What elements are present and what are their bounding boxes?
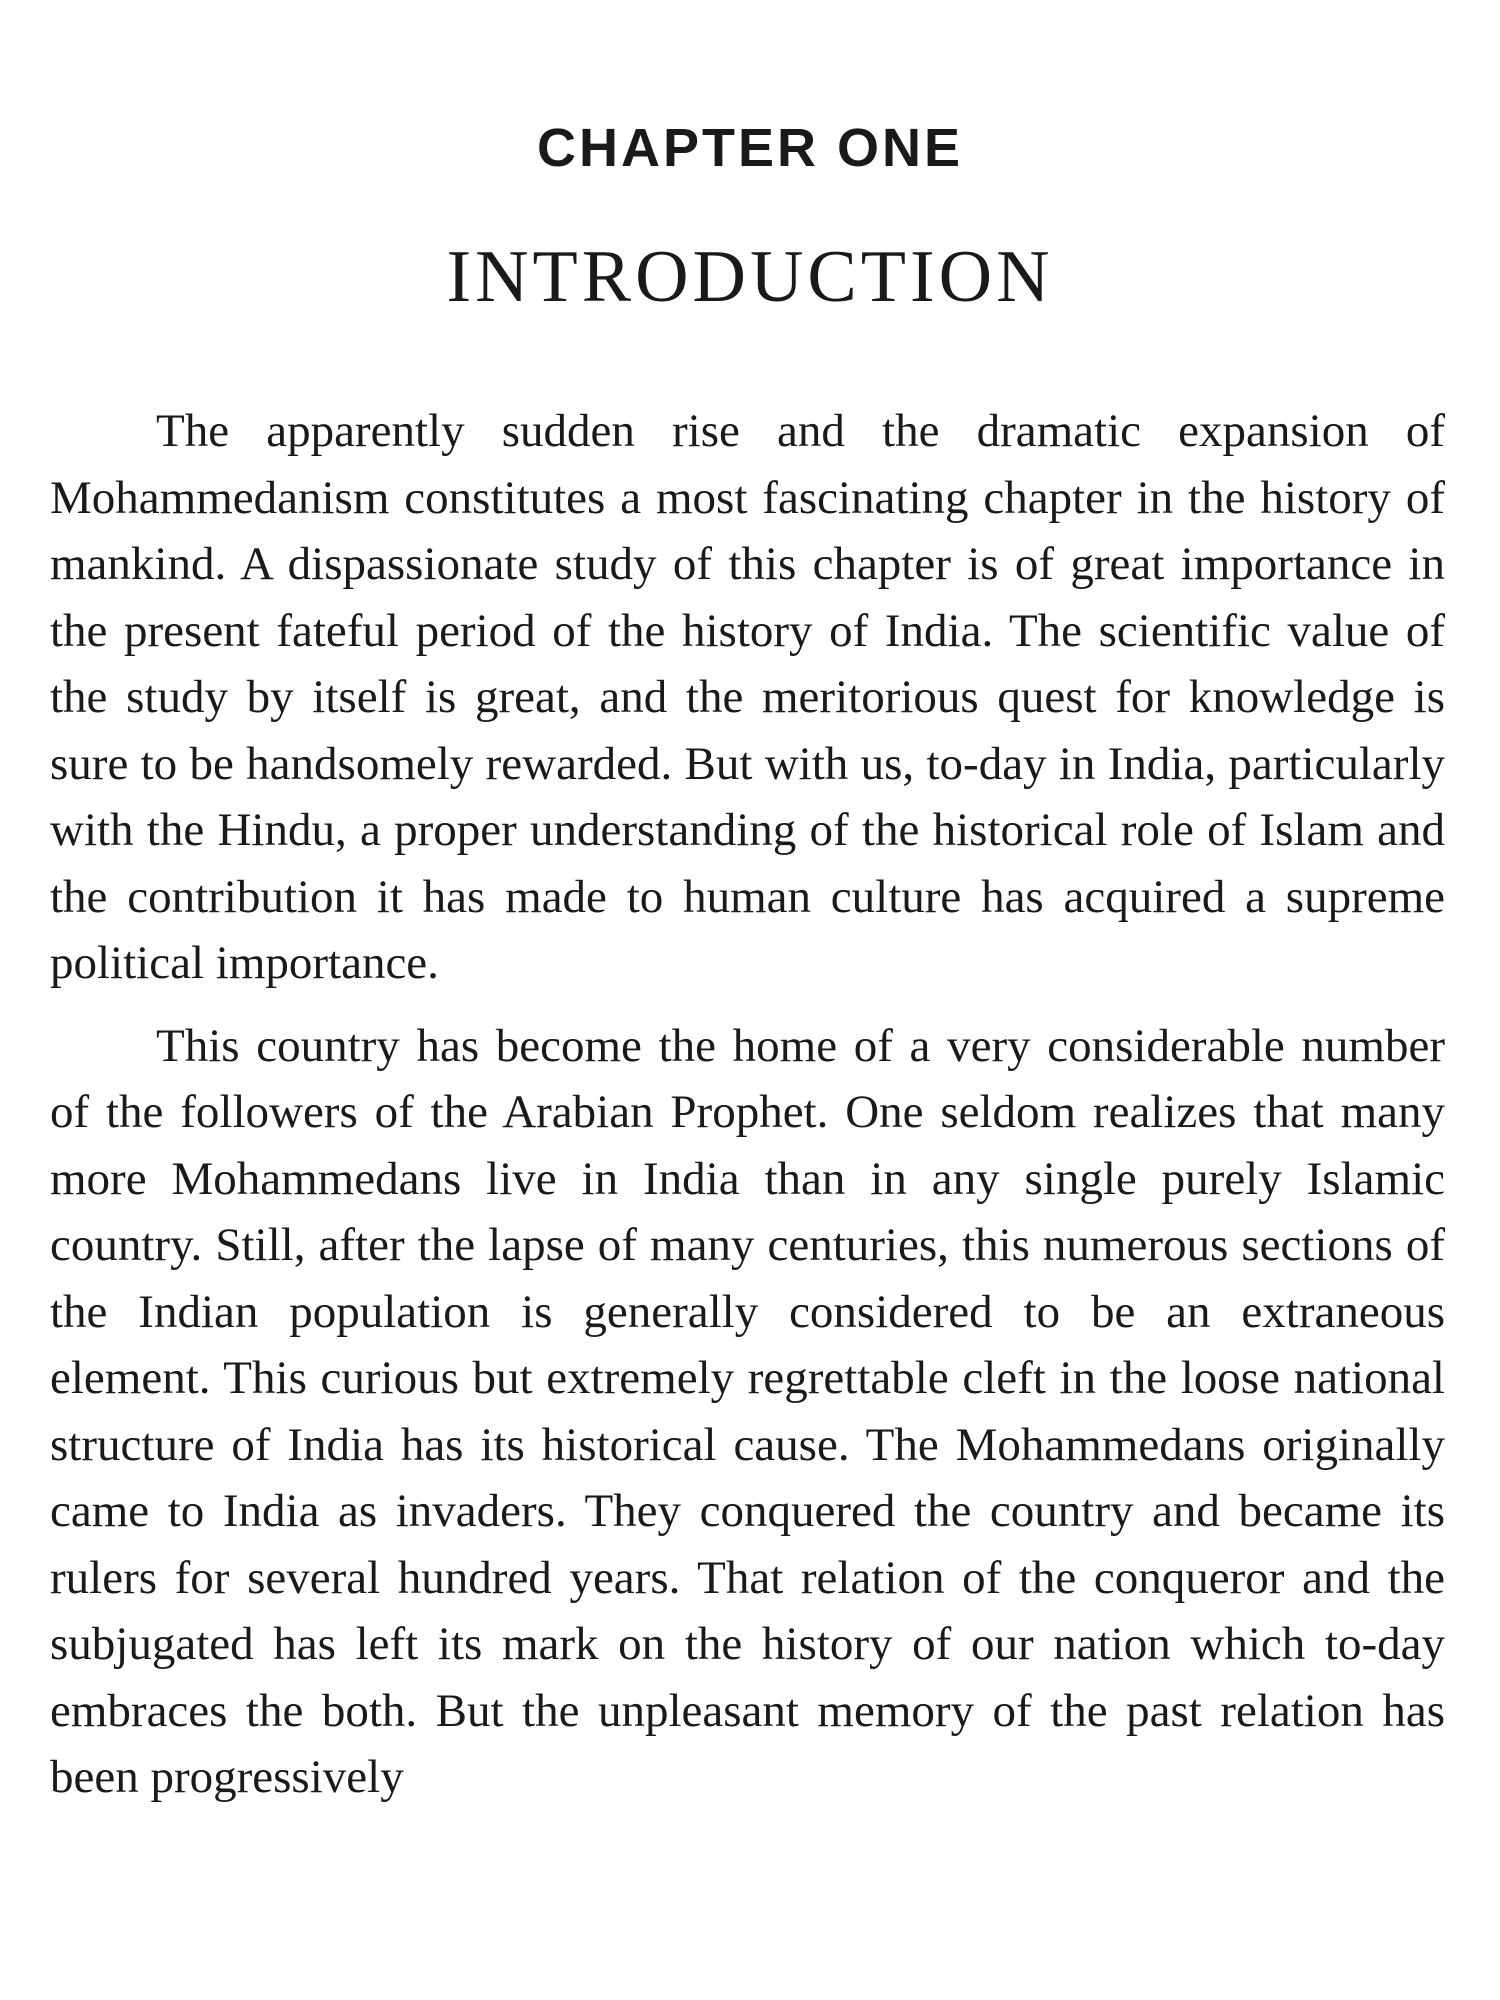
chapter-number: CHAPTER ONE — [536, 118, 964, 178]
paragraph-2: This country has become the home of a very considerable number of the followers of the Arabian Prophet. One seldom realizes that many more Mohammedans live in India than in any single purely Islamic country. Still, after the lapse of many centuries, this numerous sections of the Indian population is generally considered to be an extraneous element. This curious but extremely regrettable cleft in the loose national structure of India has its historical cause. The Mohammedans originally came to India as invaders. They conquered the country and became its rulers for several hundred years. That relation of the conqueror and the subjugated has left its mark on the history of our nation which to-day embraces the both. But the unpleasant memory of the past relation has been progressively — [50, 1019, 1445, 1803]
chapter-title: INTRODUCTION — [446, 236, 1054, 318]
paragraph-1: The apparently sudden rise and the dramatic expansion of Mohammedanism constitutes a most fascinating chapter in the history of mankind. A dispassionate study of this chapter is of great importance in the present fateful period of the history of India. The scientific value of the study by itself is great, and the meritorious quest for knowledge is sure to be handsomely rewarded. But with us, to-day in India, particularly with the Hindu, a proper understanding of the historical role of Islam and the contribution it has made to human culture has acquired a supreme political importance. — [50, 405, 1445, 989]
chapter-body — [50, 398, 1445, 1827]
